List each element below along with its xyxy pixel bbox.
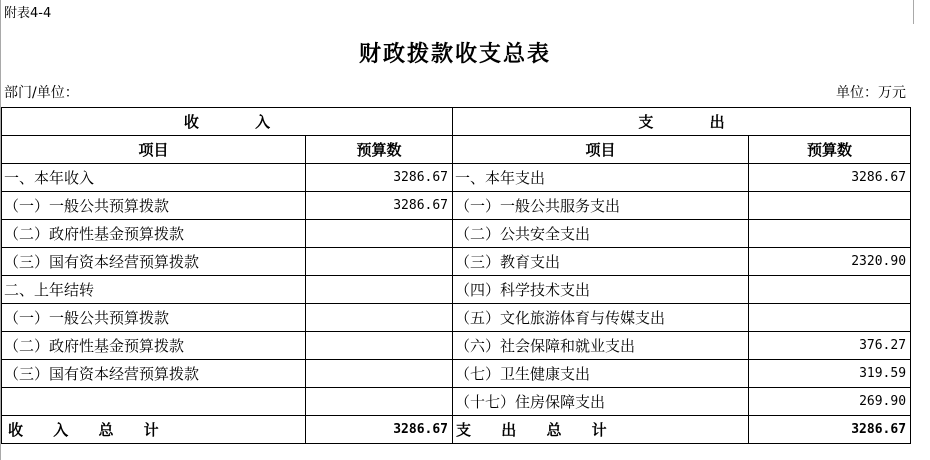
table-row <box>2 164 911 192</box>
totals-row <box>2 416 911 444</box>
income-value-cell <box>306 388 453 416</box>
department-label: 部门/单位： <box>4 85 79 101</box>
income-item-cell <box>2 388 306 416</box>
expense-item-cell: （一）一般公共服务支出 <box>453 192 749 220</box>
table-row <box>2 388 911 416</box>
income-total-value: 3286.67 <box>306 416 453 444</box>
table-row <box>2 248 911 276</box>
expense-item-cell: （五）文化旅游体育与传媒支出 <box>453 304 749 332</box>
expense-value-cell <box>749 192 911 220</box>
unit-label: 单位：万元 <box>836 85 906 101</box>
expense-item-cell: （六）社会保障和就业支出 <box>453 332 749 360</box>
expense-value-cell: 319.59 <box>749 360 911 388</box>
attachment-label: 附表4-4 <box>4 6 52 21</box>
expense-value-cell <box>749 304 911 332</box>
table-row <box>2 304 911 332</box>
table-row <box>2 276 911 304</box>
expense-item-cell: （三）教育支出 <box>453 248 749 276</box>
income-item-cell: 二、上年结转 <box>2 276 306 304</box>
income-item-column-header: 项目 <box>2 136 306 164</box>
expense-total-value: 3286.67 <box>749 416 911 444</box>
income-total-label: 收 入 总 计 <box>2 416 306 444</box>
income-value-cell: 3286.67 <box>306 192 453 220</box>
income-value-cell: 3286.67 <box>306 164 453 192</box>
expense-item-cell: （七）卫生健康支出 <box>453 360 749 388</box>
expense-value-cell: 3286.67 <box>749 164 911 192</box>
income-item-cell: （三）国有资本经营预算拨款 <box>2 360 306 388</box>
income-item-cell: （一）一般公共预算拨款 <box>2 304 306 332</box>
income-budget-column-header: 预算数 <box>306 136 453 164</box>
expense-item-cell: （四）科学技术支出 <box>453 276 749 304</box>
income-item-cell: （三）国有资本经营预算拨款 <box>2 248 306 276</box>
expense-value-cell <box>749 276 911 304</box>
income-item-cell: （一）一般公共预算拨款 <box>2 192 306 220</box>
page-title: 财政拨款收支总表 <box>358 42 551 67</box>
income-item-cell: （二）政府性基金预算拨款 <box>2 332 306 360</box>
table-row <box>2 220 911 248</box>
expense-value-cell: 269.90 <box>749 388 911 416</box>
expense-value-cell: 2320.90 <box>749 248 911 276</box>
expense-budget-column-header: 预算数 <box>749 136 911 164</box>
expense-value-cell: 376.27 <box>749 332 911 360</box>
expense-item-cell: 一、本年支出 <box>453 164 749 192</box>
income-section-header: 收 入 <box>2 108 453 136</box>
expense-total-label: 支 出 总 计 <box>453 416 749 444</box>
income-value-cell <box>306 360 453 388</box>
income-value-cell <box>306 248 453 276</box>
income-value-cell <box>306 332 453 360</box>
expense-value-cell <box>749 220 911 248</box>
expense-section-header: 支 出 <box>453 108 911 136</box>
income-item-cell: （二）政府性基金预算拨款 <box>2 220 306 248</box>
expense-item-cell: （十七）住房保障支出 <box>453 388 749 416</box>
table-row <box>2 360 911 388</box>
table-row <box>2 192 911 220</box>
section-header-row <box>2 108 911 136</box>
income-value-cell <box>306 304 453 332</box>
sheet-grid-line-top-right <box>913 0 914 24</box>
income-value-cell <box>306 276 453 304</box>
budget-summary-table <box>1 107 911 444</box>
income-item-cell: 一、本年收入 <box>2 164 306 192</box>
table-row <box>2 332 911 360</box>
income-value-cell <box>306 220 453 248</box>
expense-item-cell: （二）公共安全支出 <box>453 220 749 248</box>
column-header-row <box>2 136 911 164</box>
expense-item-column-header: 项目 <box>453 136 749 164</box>
